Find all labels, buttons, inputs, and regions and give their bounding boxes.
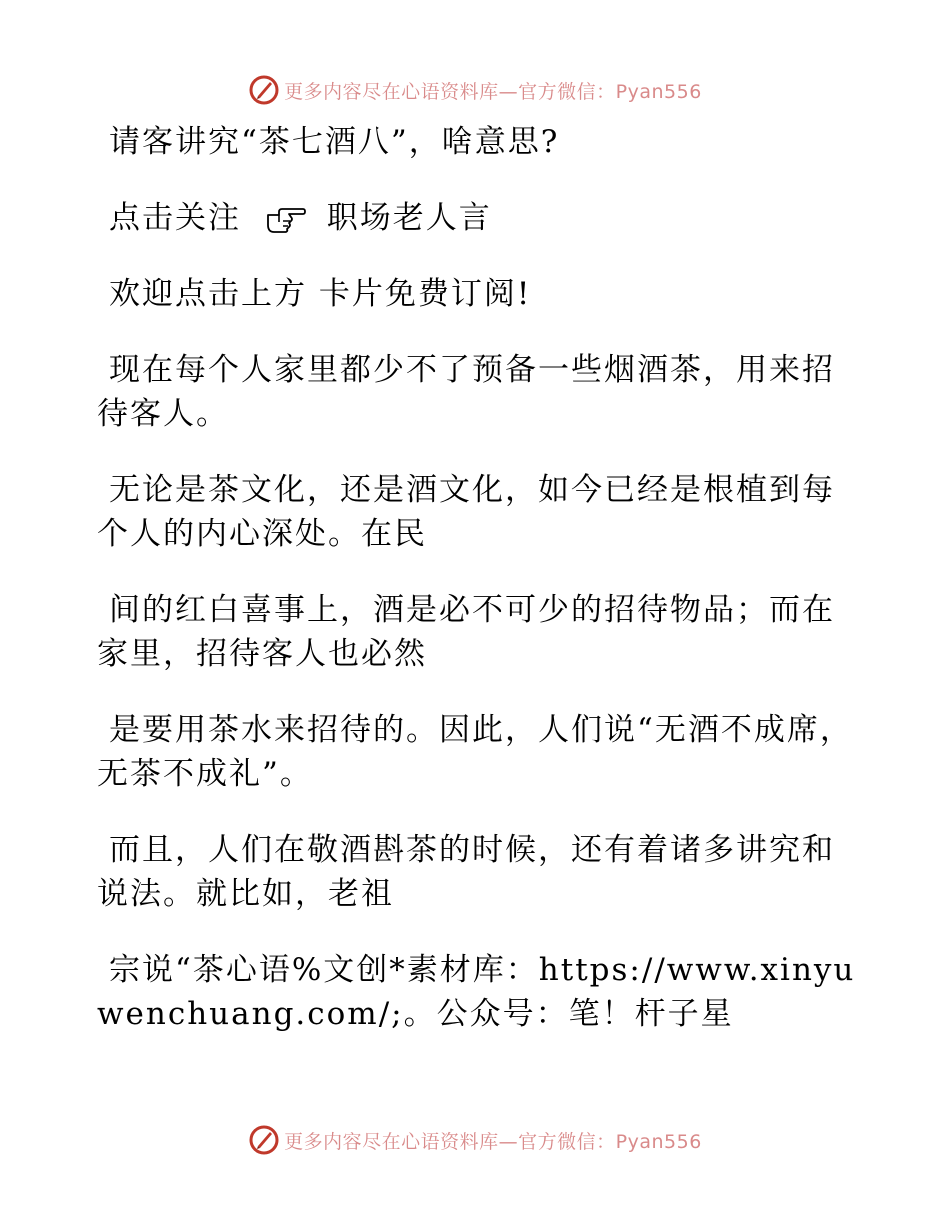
header-banner	[0, 70, 950, 110]
follow-prefix: 点击关注	[109, 200, 241, 236]
paragraph: 而且，人们在敬酒斟茶的时候，还有着诸多讲究和说法。就比如，老祖	[97, 832, 835, 912]
footer-banner	[0, 1120, 950, 1160]
follow-suffix: 职场老人言	[326, 200, 492, 236]
paragraph: 现在每个人家里都少不了预备一些烟酒茶，用来招待客人。	[97, 352, 835, 432]
subscribe-line: 欢迎点击上方 卡片免费订阅!	[109, 276, 532, 312]
paragraph: 间的红白喜事上，酒是必不可少的招待物品；而在家里，招待客人也必然	[97, 592, 835, 672]
logo-icon	[248, 1124, 280, 1156]
pointing-hand-icon	[265, 206, 307, 234]
article-title: 请客讲究“茶七酒八”，啥意思?	[109, 124, 560, 160]
footer-banner-text: 更多内容尽在心语资料库—官方微信：Pyan556	[284, 1130, 702, 1153]
logo-icon	[248, 74, 280, 106]
header-banner-text: 更多内容尽在心语资料库—官方微信：Pyan556	[284, 80, 702, 103]
article-body	[97, 120, 857, 1066]
paragraph: 是要用茶水来招待的。因此，人们说“无酒不成席，无茶不成礼”。	[97, 712, 853, 792]
follow-line[interactable]	[97, 196, 857, 240]
paragraph: 无论是茶文化，还是酒文化，如今已经是根植到每个人的内心深处。在民	[97, 472, 835, 552]
paragraph: 宗说“茶心语%文创*素材库：https://www.xinyuwenchuang.com/;。公众号：笔！杆子星	[97, 952, 856, 1032]
